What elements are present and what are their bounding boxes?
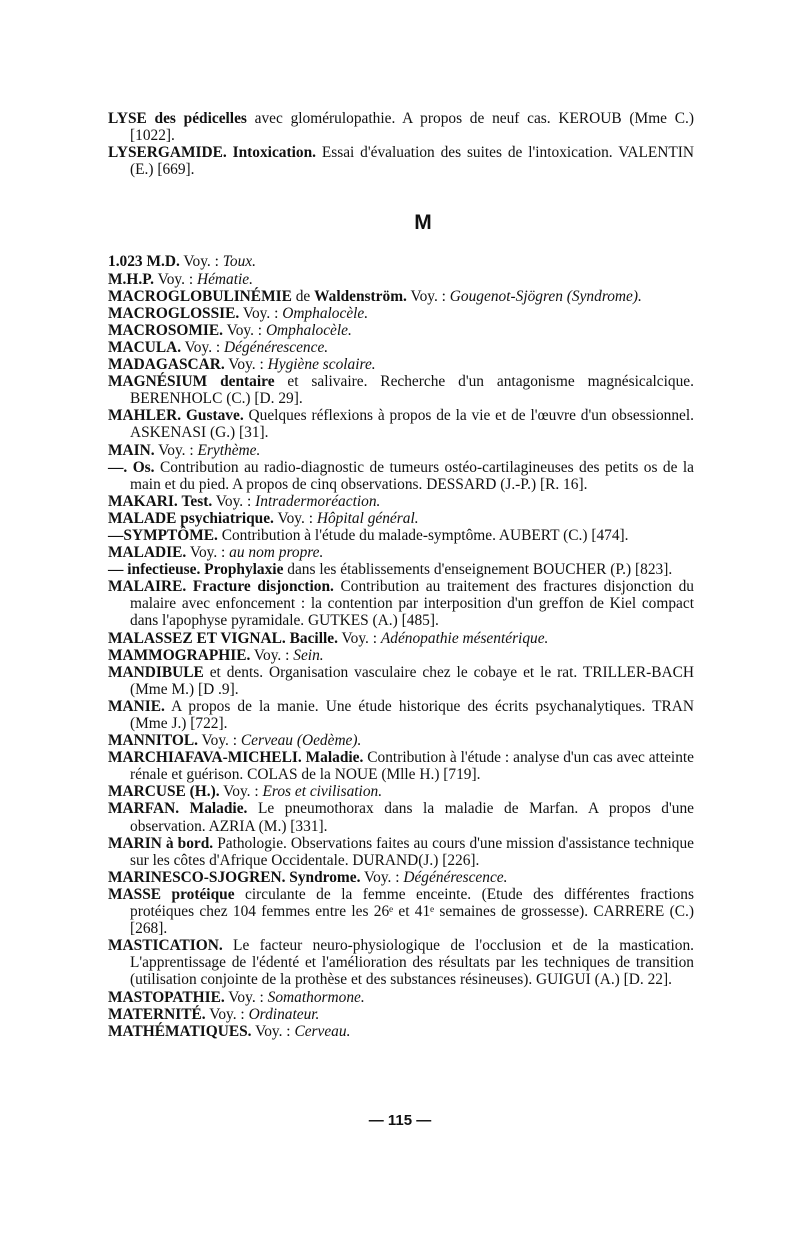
entry-heading: LYSE [108, 110, 147, 127]
cross-reference: Gougenot-Sjögren (Syndrome). [449, 287, 642, 305]
entry-subheading: Maladie. [305, 749, 364, 767]
entry-heading: MASSE [108, 885, 162, 903]
index-entry [108, 442, 694, 459]
index-entry [108, 305, 694, 322]
entry-heading: MAGNÉSIUM [108, 373, 208, 391]
entry-heading: MAHLER. [108, 407, 182, 425]
entry-heading: MALAIRE. [108, 578, 187, 596]
cross-reference: Hôpital général. [316, 509, 419, 527]
entry-text: Voy. : [186, 544, 230, 562]
entry-heading: MAKARI. [108, 492, 178, 510]
entry-heading: 1.023 [108, 253, 143, 271]
entries-list [108, 253, 694, 1039]
entry-text: et dents. Organisation vasculaire chez le cobaye et le rat. TRILLER-BACH (Mme M.) [D .9]. [130, 663, 694, 698]
entry-text: Quelques réflexions à propos de la vie et de l'œuvre d'un obsessionnel. ASKENASI (G.) [31]. [130, 407, 694, 442]
entry-subheading: Maladie. [189, 800, 248, 818]
entry-text: Contribution à l'étude : analyse d'un cas avec atteinte rénale et guérison. COLAS de la NOUE (Mlle H.) [719]. [130, 749, 694, 784]
index-entry [108, 1023, 694, 1040]
index-entry [108, 800, 694, 834]
index-entry [108, 110, 694, 144]
entry-heading: MATERNITÉ. [108, 1005, 206, 1023]
entry-heading: MALADE [108, 509, 177, 527]
entry-heading: MAIN. [108, 441, 155, 459]
entry-text: Voy. : [223, 321, 266, 339]
entry-text: Voy. : [179, 253, 223, 271]
entry-heading: — [108, 561, 124, 579]
index-entry [108, 886, 694, 937]
entry-text: Contribution au radio-diagnostic de tumeurs ostéo-cartilagineuses des petits os de la main et du pied. A propos de cinq observations. DESSARD (J.-P.) [R. 16]. [130, 458, 694, 493]
entry-heading: LYSERGAMIDE. [108, 144, 227, 162]
index-entry [108, 144, 694, 178]
entry-heading: MARIN [108, 834, 162, 852]
entry-subheading: (H.). [189, 783, 220, 801]
index-entry [108, 698, 694, 732]
entry-text: A propos de la manie. Une étude historique des écrits psychanalytiques. TRAN (Mme J.) [722]. [130, 697, 694, 732]
cross-reference: Sein. [293, 646, 324, 664]
index-entry [108, 749, 694, 783]
index-entry [108, 527, 694, 544]
entry-text: Voy. : [219, 783, 263, 801]
entry-text: dans les établissements d'enseignement BOUCHER (P.) [823]. [283, 561, 673, 579]
index-entry [108, 288, 694, 305]
entry-heading: MATHÉMATIQUES. [108, 1022, 252, 1040]
entry-heading: MACROGLOSSIE. [108, 304, 240, 322]
cross-reference: Somathormone. [267, 988, 365, 1006]
entry-text: Voy. : [154, 441, 198, 459]
index-entry [108, 510, 694, 527]
entry-heading: MASTICATION. [108, 937, 223, 955]
entry-subheading: protéique [171, 885, 235, 903]
entry-heading: MALASSEZ ET VIGNAL. [108, 629, 286, 647]
entry-text: Voy. : [250, 646, 294, 664]
entry-subheading: Fracture disjonction. [192, 578, 334, 596]
entry-heading: MALADIE. [108, 544, 187, 562]
entry-text: circulante de la femme enceinte. (Etude des différentes fractions protéiques chez 104 femmes entre les 26ᵉ et 41ᵉ semaines de grossesse). CARRERE (C.) [268]. [130, 885, 694, 938]
cross-reference: Eros et civilisation. [262, 783, 383, 801]
entry-text: Voy. : [205, 1005, 249, 1023]
cross-reference: Omphalocèle. [265, 321, 352, 339]
entry-subheading: Test. [181, 492, 213, 510]
entry-heading: —SYMPTÔME. [108, 526, 218, 544]
index-entry [108, 1006, 694, 1023]
cross-reference: Cerveau. [294, 1022, 351, 1040]
entry-subheading: Syndrome. [289, 868, 361, 886]
index-entry [108, 407, 694, 441]
entry-text: Le facteur neuro-physiologique de l'occlusion et de la mastication. L'apprentissage de l'édenté et l'amélioration des résultats par les techniques de transition (utilisation conjointe de la prothèse et des substances résineuses). GUIGUI (A.) [D. 22]. [130, 937, 694, 989]
entry-text: Voy. : [406, 287, 450, 305]
index-entry [108, 271, 694, 288]
entry-heading: MARCHIAFAVA-MICHELI. [108, 749, 302, 767]
index-entry [108, 544, 694, 561]
entry-heading: MACROGLOBULINÉMIE [108, 287, 292, 305]
index-entry [108, 356, 694, 373]
entry-text: Voy. : [360, 868, 404, 886]
entry-text: Voy. : [181, 338, 225, 356]
cross-reference: Ordinateur. [248, 1005, 320, 1023]
index-entry [108, 322, 694, 339]
index-entry [108, 989, 694, 1006]
entry-heading: MAMMOGRAPHIE. [108, 646, 251, 664]
page-number: — 115 — [368, 1112, 432, 1129]
cross-reference: Cerveau (Oedème). [240, 732, 362, 750]
cross-reference: Toux. [222, 253, 256, 271]
index-entry [108, 835, 694, 869]
index-entry [108, 647, 694, 664]
entry-text: Voy. : [197, 732, 241, 750]
entries-top [108, 110, 694, 178]
entry-text: Voy. : [273, 509, 317, 527]
entry-heading: M.H.P. [108, 270, 155, 288]
entry-heading: MARFAN. [108, 800, 180, 818]
entry-subheading: Os. [132, 458, 155, 476]
entry-heading: MADAGASCAR. [108, 356, 225, 374]
entry-heading: MACROSOMIE. [108, 321, 224, 339]
entry-text: Voy. : [224, 988, 268, 1006]
entry-text: Voy. : [154, 270, 197, 288]
index-entry [108, 493, 694, 510]
entry-heading: MACULA. [108, 338, 182, 356]
cross-reference: au nom propre. [229, 544, 324, 562]
cross-reference: Erythème. [197, 441, 261, 459]
index-entry [108, 937, 694, 988]
index-entry [108, 253, 694, 270]
entry-text: Contribution au traitement des fractures disjonction du malaire avec enfoncement : la contention par interposition d'un greffon de Kiel compact dans l'apophyse pyramidale. GUTKES (A.) [485]. [130, 578, 695, 630]
entry-subheading: Bacille. [289, 629, 338, 647]
entry-text: Voy. : [224, 356, 268, 374]
entry-text: Le pneumothorax dans la maladie de Marfan. A propos d'une observation. AZRIA (M.) [331]. [130, 800, 694, 835]
section-letter: M [414, 211, 432, 235]
entry-subheading: dentaire [220, 373, 275, 391]
cross-reference: Dégénérescence. [403, 868, 508, 886]
cross-reference: Dégénérescence. [224, 338, 329, 356]
entry-text: Pathologie. Observations faites au cours d'une mission d'assistance technique sur les côtes d'Afrique Occidentale. DURAND(J.) [226]. [130, 834, 694, 869]
entry-heading: MARCUSE [108, 783, 186, 801]
entry-text: Voy. : [337, 629, 381, 647]
cross-reference: Intradermoréaction. [255, 492, 381, 510]
entry-subheading: Waldenström. [314, 287, 407, 305]
entry-subheading: à bord. [165, 834, 214, 852]
entry-heading: MANNITOL. [108, 732, 198, 750]
index-entry [108, 459, 694, 493]
entry-text: Contribution à l'étude du malade-symptôme. AUBERT (C.) [474]. [217, 526, 629, 544]
entry-text: Voy. : [251, 1022, 295, 1040]
index-entry [108, 732, 694, 749]
index-entry [108, 339, 694, 356]
entry-text: Voy. : [239, 304, 283, 322]
entry-subheading: Gustave. [185, 407, 244, 425]
dictionary-page [108, 110, 694, 1040]
entry-subheading: Intoxication. [232, 144, 316, 162]
entry-text: et salivaire. Recherche d'un antagonisme magnésicalcique. BERENHOLC (C.) [D. 29]. [130, 373, 694, 408]
entry-subheading: des pédicelles [154, 110, 247, 127]
entry-heading: MARINESCO-SJOGREN. [108, 868, 286, 886]
cross-reference: Adénopathie mésentérique. [380, 629, 549, 647]
entry-text: Voy. : [212, 492, 256, 510]
entry-subheading: infectieuse. Prophylaxie [127, 561, 284, 579]
index-entry [108, 664, 694, 698]
index-entry [108, 578, 694, 629]
entry-text: avec glomérulopathie. A propos de neuf cas. KEROUB (Mme C.) [1022]. [130, 110, 694, 145]
entry-text: Essai d'évaluation des suites de l'intoxication. VALENTIN (E.) [669]. [130, 144, 695, 179]
cross-reference: Omphalocèle. [282, 304, 369, 322]
entry-heading: MANIE. [108, 697, 165, 715]
index-entry [108, 630, 694, 647]
cross-reference: Hygiène scolaire. [267, 356, 376, 374]
cross-reference: Hématie. [196, 270, 253, 288]
entry-text: de [291, 287, 315, 305]
index-entry [108, 561, 694, 578]
index-entry [108, 869, 694, 886]
index-entry [108, 373, 694, 407]
entry-subheading: psychiatrique. [180, 509, 274, 527]
entry-subheading: M.D. [146, 253, 180, 271]
index-entry [108, 783, 694, 800]
entry-heading: MANDIBULE [108, 663, 204, 681]
entry-heading: —. [108, 458, 128, 476]
entry-heading: MASTOPATHIE. [108, 988, 225, 1006]
